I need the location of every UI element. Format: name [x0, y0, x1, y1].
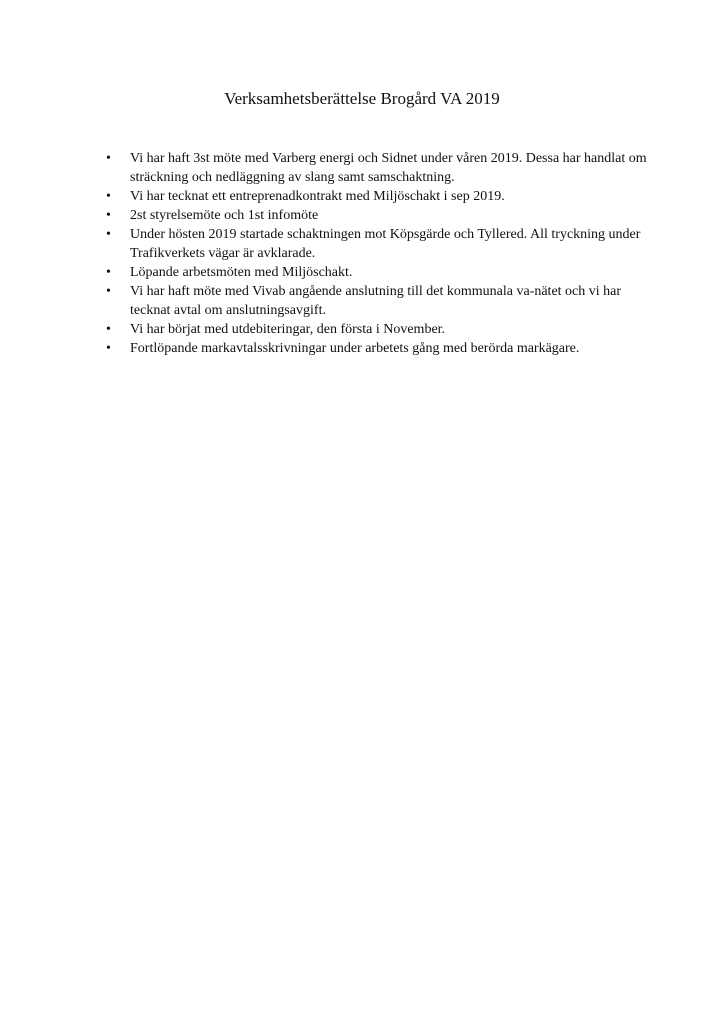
- list-item: [98, 187, 658, 206]
- list-item-text: 2st styrelsemöte och 1st infomöte: [130, 208, 319, 223]
- list-item-text: Vi har tecknat ett entreprenadkontrakt med Miljöschakt i sep 2019.: [130, 189, 505, 204]
- list-item: [98, 320, 658, 339]
- page-title: Verksamhetsberättelse Brogård VA 2019: [224, 89, 500, 108]
- list-item: [98, 263, 658, 282]
- bullet-icon: •: [106, 227, 111, 242]
- list-item: [98, 149, 658, 187]
- bullet-icon: •: [106, 265, 111, 280]
- list-item-text: Vi har haft möte med Vivab angående anslutning till det kommunala va-nätet och vi har tecknat avtal om anslutningsavgift.: [130, 284, 622, 318]
- bullet-icon: •: [106, 341, 111, 356]
- list-item: [98, 225, 658, 263]
- list-item-text: Under hösten 2019 startade schaktningen mot Köpsgärde och Tyllered. All tryckning under Trafikverkets vägar är avklarade.: [130, 227, 641, 261]
- list-item: [98, 282, 658, 320]
- bullet-icon: •: [106, 322, 111, 337]
- list-item-text: Fortlöpande markavtalsskrivningar under arbetets gång med berörda markägare.: [130, 341, 580, 356]
- list-item-text: Vi har haft 3st möte med Varberg energi och Sidnet under våren 2019. Dessa har handlat om sträckning och nedläggning av slang samt samschaktning.: [130, 151, 647, 185]
- bullet-list: [98, 149, 658, 358]
- bullet-icon: •: [106, 208, 111, 223]
- bullet-icon: •: [106, 189, 111, 204]
- bullet-icon: •: [106, 151, 111, 166]
- list-item: [98, 339, 658, 358]
- list-item-text: Löpande arbetsmöten med Miljöschakt.: [130, 265, 353, 280]
- list-item: [98, 206, 658, 225]
- list-item-text: Vi har börjat med utdebiteringar, den första i November.: [130, 322, 446, 337]
- bullet-icon: •: [106, 284, 111, 299]
